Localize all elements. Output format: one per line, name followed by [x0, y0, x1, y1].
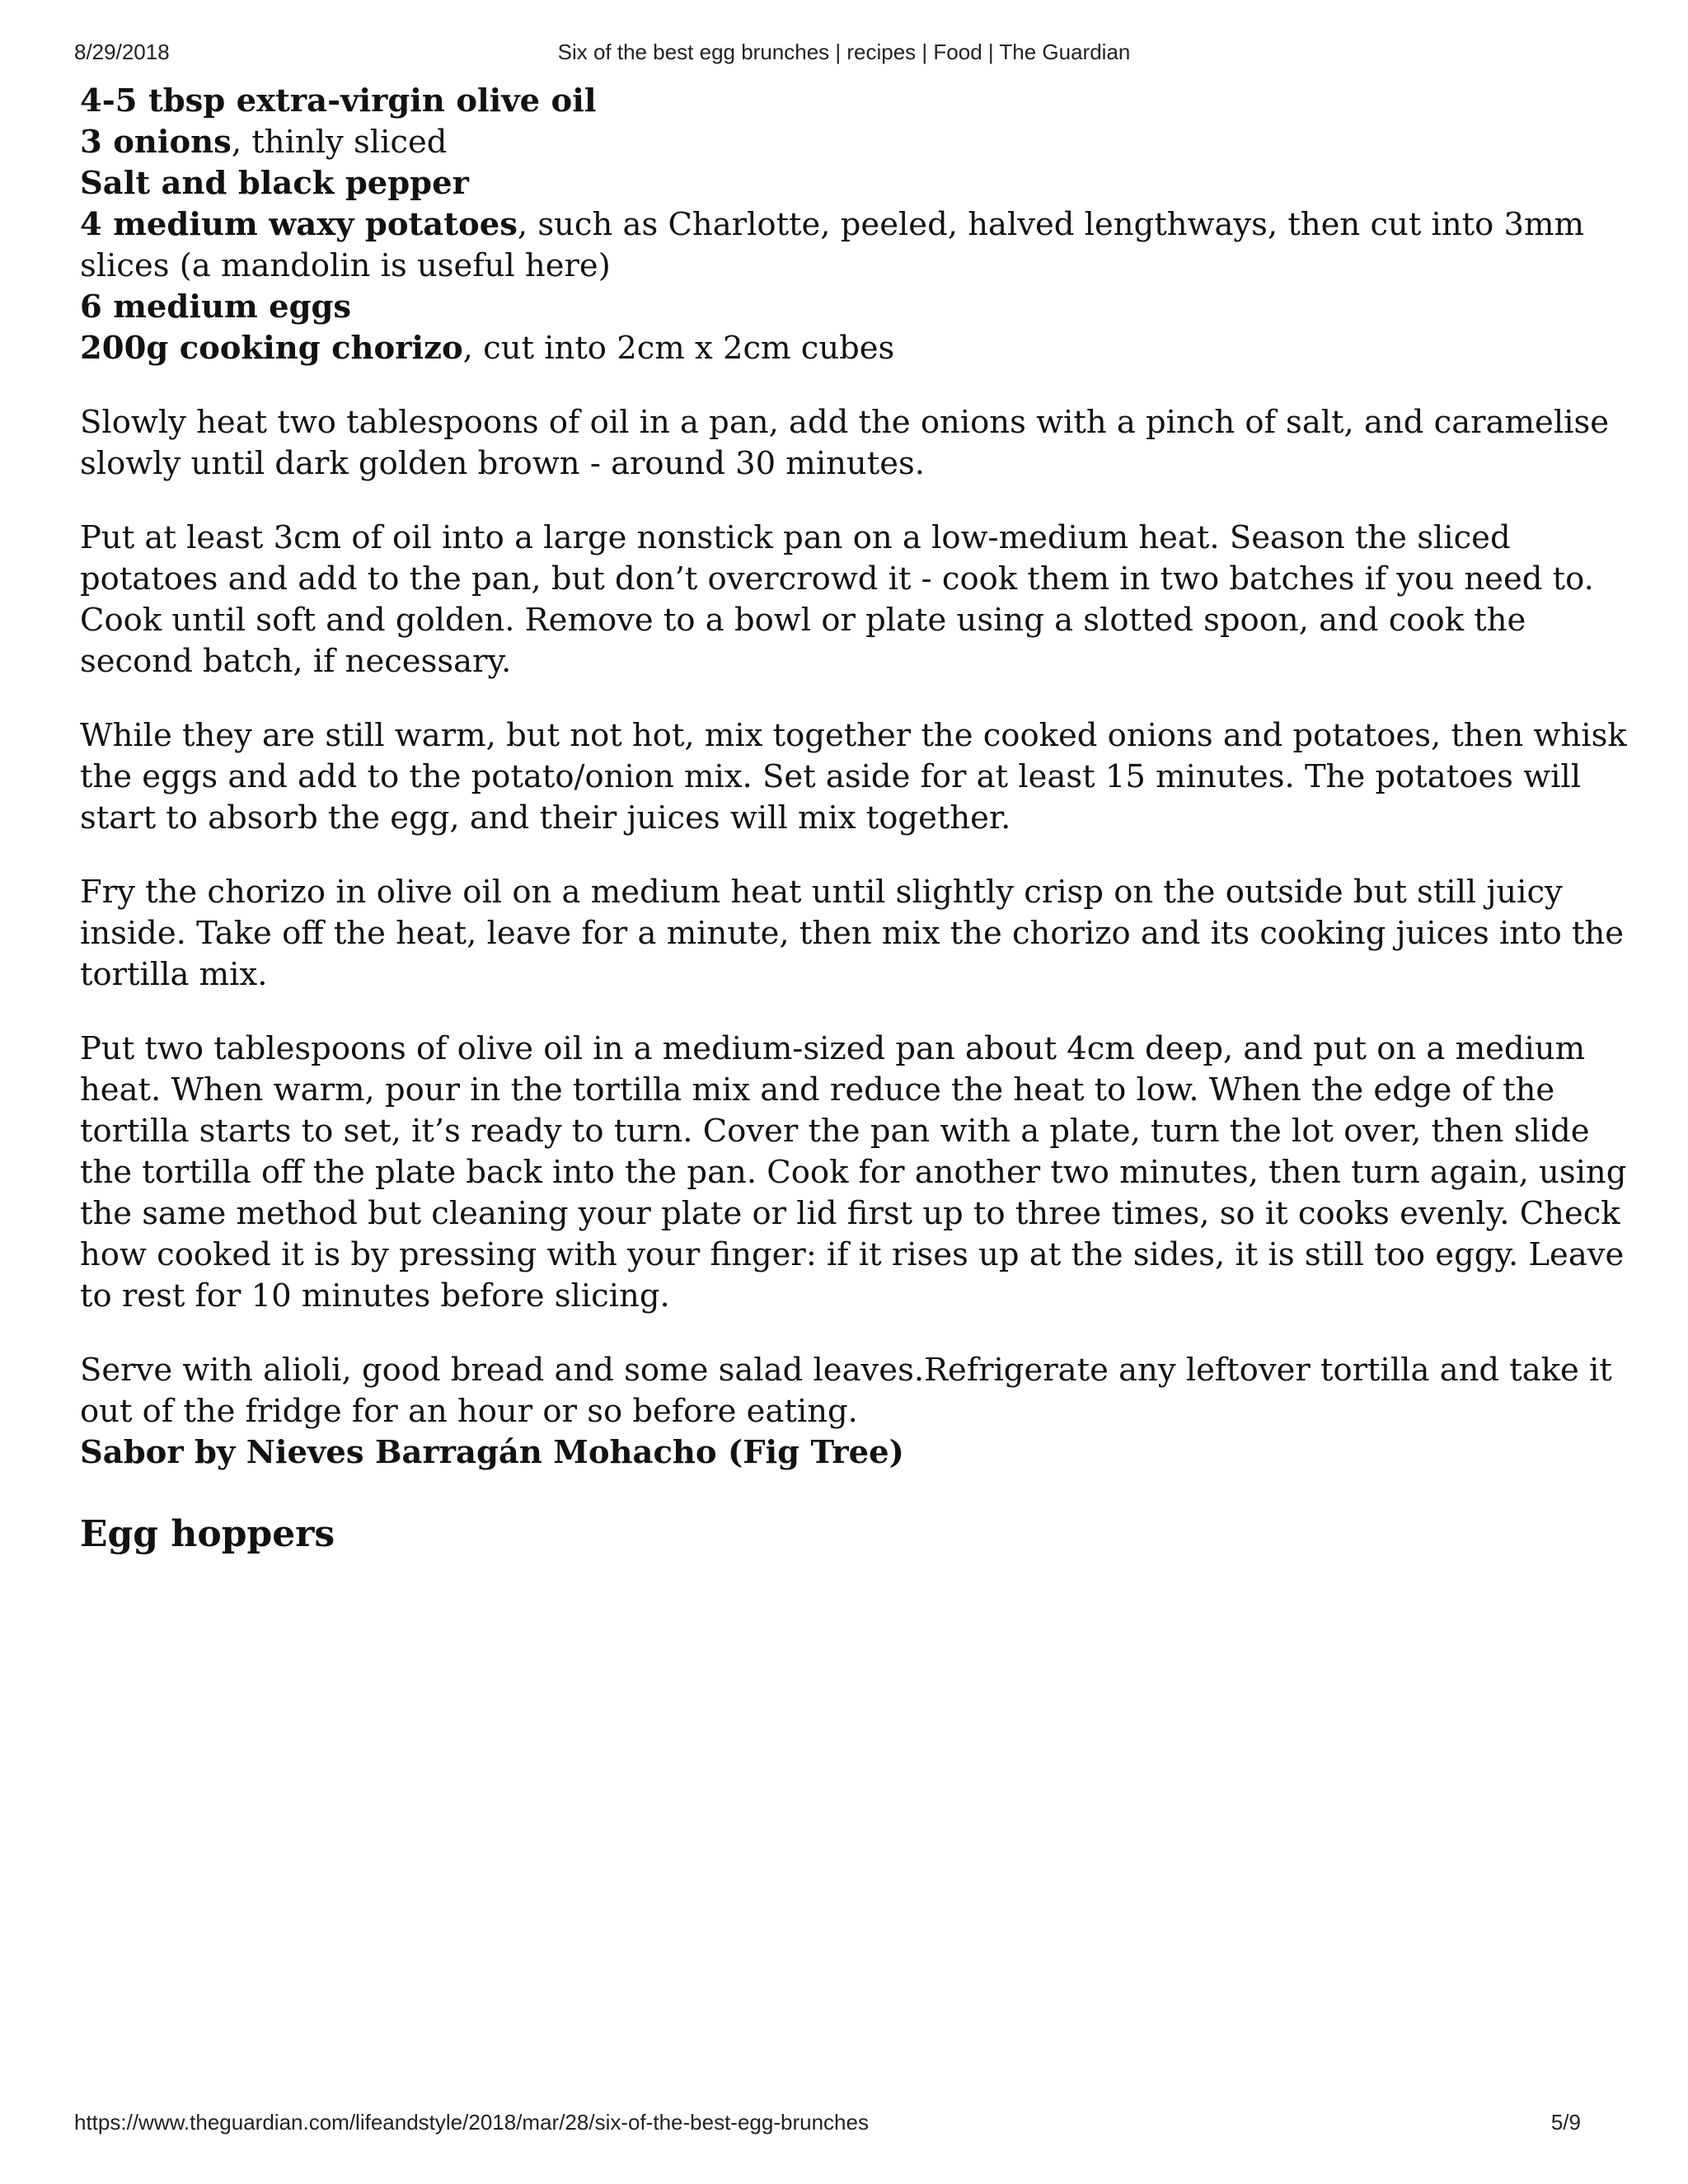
ingredient-name: 4 medium waxy potatoes — [80, 206, 518, 243]
ingredient-detail: , such as Charlotte, peeled, halved lengthways, then cut into 3mm slices (a mandolin is useful here) — [80, 206, 1585, 284]
ingredient-line — [80, 81, 1629, 122]
ingredient-name: 200g cooking chorizo — [80, 330, 463, 367]
recipe-heading: Egg hoppers — [80, 1513, 335, 1555]
method-step-paragraph: Put at least 3cm of oil into a large nonstick pan on a low-medium heat. Season the sliced potatoes and add to the pan, but don’t overcrowd it - cook them in two batches if you need to. Cook until soft and golden. Remove to a bowl or plate using a slotted spoon, and cook the second batch, if necessary. — [80, 519, 1594, 680]
page-url: https://www.theguardian.com/lifeandstyle/2018/mar/28/six-of-the-best-egg-brunches — [74, 2110, 869, 2135]
method-step-paragraph: Fry the chorizo in olive oil on a medium heat until slightly crisp on the outside but still juicy inside. Take off the heat, leave for a minute, then mix the chorizo and its cooking juices into the tortilla mix. — [80, 874, 1625, 993]
ingredient-name: 6 medium eggs — [80, 288, 352, 326]
ingredient-line — [80, 122, 1629, 163]
print-date: 8/29/2018 — [74, 40, 170, 64]
ingredients-list — [80, 81, 1629, 369]
ingredient-line — [80, 204, 1629, 287]
ingredient-line — [80, 163, 1629, 204]
ingredient-detail: , thinly sliced — [231, 124, 448, 161]
print-footer — [74, 2110, 1614, 2139]
ingredient-detail: , cut into 2cm x 2cm cubes — [462, 330, 895, 367]
page-number: 5/9 — [1550, 2110, 1581, 2135]
ingredient-line — [80, 328, 1629, 369]
print-header — [74, 40, 1614, 69]
ingredient-line — [80, 287, 1629, 328]
method-step-paragraph: Slowly heat two tablespoons of oil in a pan, add the onions with a pinch of salt, and caramelise slowly until dark golden brown - around 30 minutes. — [80, 404, 1609, 482]
recipe-credit: Sabor by Nieves Barragán Mohacho (Fig Tree) — [80, 1434, 904, 1471]
ingredient-name: 3 onions — [80, 124, 232, 161]
method-step-paragraph: Serve with alioli, good bread and some salad leaves.Refrigerate any leftover tortilla and take it out of the fridge for an hour or so before eating. — [80, 1352, 1612, 1430]
ingredient-name: 4-5 tbsp extra-virgin olive oil — [80, 82, 597, 120]
method-step-paragraph: While they are still warm, but not hot, mix together the cooked onions and potatoes, then whisk the eggs and add to the potato/onion mix. Set aside for at least 15 minutes. The potatoes will start to absorb the egg, and their juices will mix together. — [80, 717, 1627, 837]
method-step-paragraph: Put two tablespoons of olive oil in a medium-sized pan about 4cm deep, and put on a medium heat. When warm, pour in the tortilla mix and reduce the heat to low. When the edge of the tortilla starts to set, it’s ready to turn. Cover the pan with a plate, turn the lot over, then slide the tortilla off the plate back into the pan. Cook for another two minutes, then turn again, using the same method but cleaning your plate or lid first up to three times, so it cooks evenly. Check how cooked it is by pressing with your finger: if it rises up at the sides, it is still too eggy. Leave to rest for 10 minutes before slicing. — [80, 1030, 1627, 1315]
article-body — [80, 81, 1629, 1558]
print-page-title: Six of the best egg brunches | recipes | Food | The Guardian — [557, 40, 1131, 64]
ingredient-name: Salt and black pepper — [80, 165, 469, 202]
